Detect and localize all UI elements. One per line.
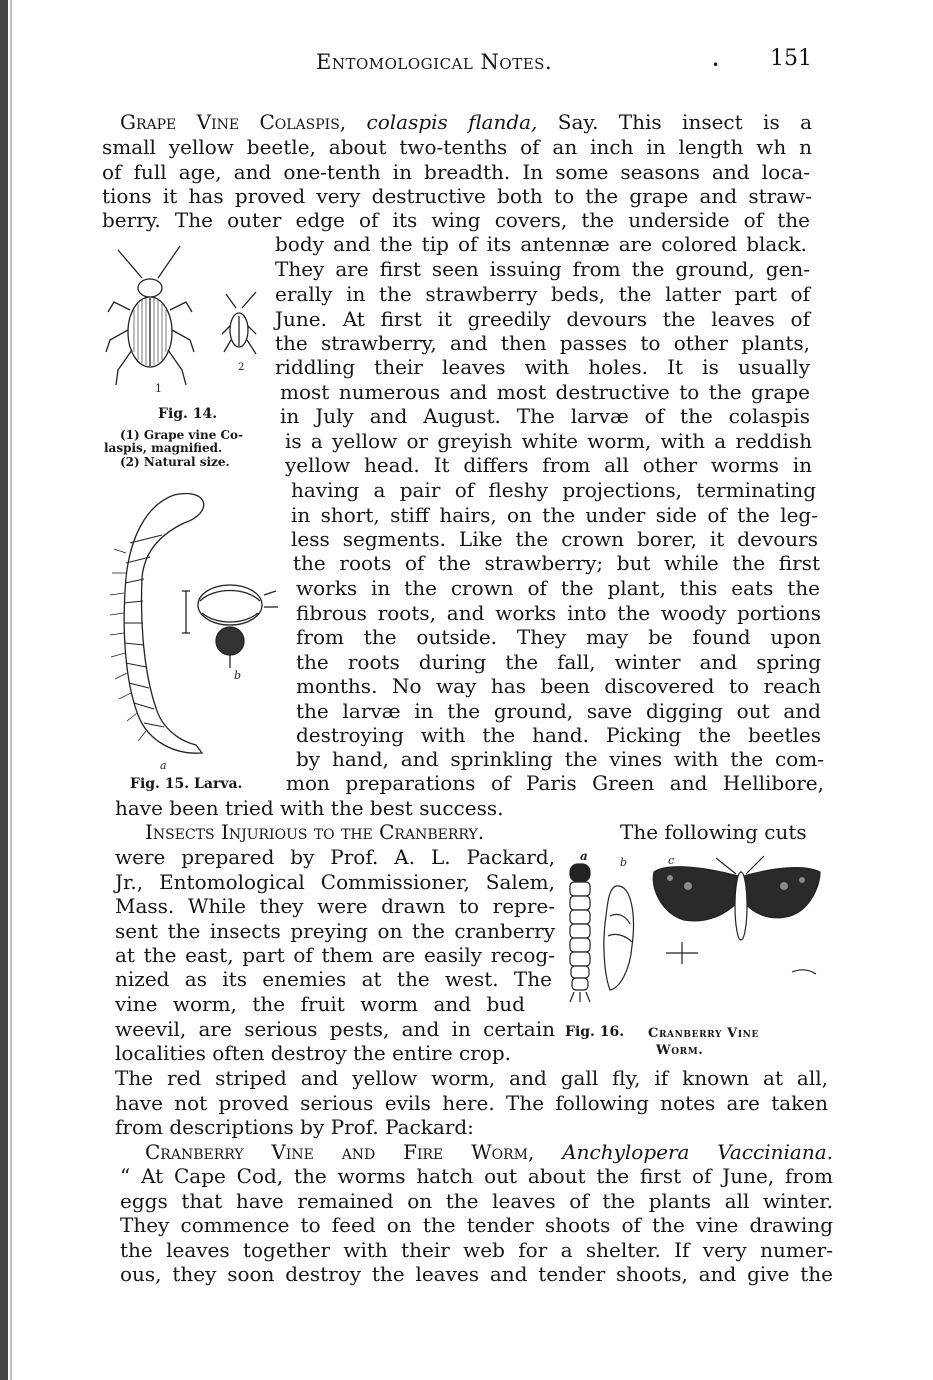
- text-line: of full age, and one-tenth in breadth. In some seasons and loca-: [102, 160, 810, 184]
- text-line: Grape Vine Colaspis, colaspis flanda, Say. This insect is a: [120, 110, 813, 134]
- section-heading: Insects Injurious to the Cranberry.: [145, 820, 485, 844]
- text-line: body and the tip of its antennæ are colored black.: [275, 232, 807, 256]
- text-line: mon preparations of Paris Green and Hellibore,: [286, 771, 824, 795]
- figure-caption: Cranberry Vine: [648, 1026, 759, 1041]
- page-number: 151: [770, 46, 812, 71]
- text-line: destroying with the hand. Picking the beetles: [296, 723, 821, 747]
- text-line: the larvæ in the ground, save digging out and: [296, 699, 821, 723]
- text-line: Jr., Entomological Commissioner, Salem,: [115, 870, 555, 894]
- text-line: ous, they soon destroy the leaves and tender shoots, and give the: [120, 1262, 833, 1286]
- text-line: works in the crown of the plant, this eats the: [296, 576, 820, 600]
- text-line: vine worm, the fruit worm and bud: [115, 992, 525, 1016]
- text-line: were prepared by Prof. A. L. Packard,: [115, 845, 555, 869]
- text-line: from the outside. They may be found upon: [296, 625, 821, 649]
- text-line: from descriptions by Prof. Packard:: [115, 1115, 474, 1139]
- text-line: less segments. Like the crown borer, it devours: [291, 527, 818, 551]
- text-line: [145, 1140, 833, 1164]
- figure-label: a: [580, 849, 588, 863]
- figure-label: 2: [238, 362, 245, 373]
- text-line: in July and August. The larvæ of the colaspis: [280, 404, 810, 428]
- text-line: having a pair of fleshy projections, terminating: [291, 478, 816, 502]
- text-line: Mass. While they were drawn to repre-: [115, 894, 555, 918]
- figure-label: b: [234, 669, 242, 682]
- figure-label: b: [620, 856, 628, 869]
- text-line: sent the insects preying on the cranberry: [115, 919, 555, 943]
- text-line: months. No way has been discovered to reach: [296, 674, 821, 698]
- text-line: June. At first it greedily devours the leaves of: [275, 307, 810, 331]
- text-line: in short, stiff hairs, on the under side of the leg-: [291, 503, 818, 527]
- text-line: the roots during the fall, winter and spring: [296, 650, 821, 674]
- figure-caption: Worm.: [656, 1043, 704, 1058]
- text-line: have not proved serious evils here. The following notes are taken: [115, 1091, 828, 1115]
- page-binding-edge: [0, 0, 8, 1380]
- text-line: They commence to feed on the tender shoots of the vine drawing: [120, 1213, 833, 1237]
- section-heading: Grape Vine Colaspis,: [120, 110, 347, 134]
- figure-label: c: [668, 854, 675, 867]
- text-line: weevil, are serious pests, and in certain: [115, 1017, 555, 1041]
- page-binding-shadow: [10, 0, 12, 1380]
- figure-14-beetle-illustration: [100, 240, 280, 400]
- text-line: the roots of the strawberry; but while the first: [293, 551, 820, 575]
- text-line: berry. The outer edge of its wing covers, the underside of the: [102, 208, 810, 232]
- figure-label: 1: [155, 382, 162, 395]
- figure-16-cranberry-vine-worm-illustration: [558, 846, 828, 1016]
- text-line: the leaves together with their web for a shelter. If very numer-: [120, 1238, 833, 1262]
- text-line: have been tried with the best success.: [115, 796, 504, 820]
- figure-caption: (2) Natural size.: [120, 455, 230, 469]
- text-line: The red striped and yellow worm, and gall fly, if known at all,: [115, 1066, 828, 1090]
- species-name: colaspis flanda,: [366, 110, 538, 134]
- text-line: is a yellow or greyish white worm, with a reddish: [285, 429, 812, 453]
- text-line: yellow head. It differs from all other worms in: [285, 453, 812, 477]
- text-line: erally in the strawberry beds, the latter part of: [275, 282, 810, 306]
- text-line: “ At Cape Cod, the worms hatch out about the first of June, from: [120, 1164, 833, 1188]
- text-line: eggs that have remained on the leaves of the plants all winter.: [120, 1189, 833, 1213]
- figure-caption: laspis, magnified.: [104, 441, 223, 455]
- text-line: The following cuts: [620, 820, 807, 844]
- figure-caption-title: Fig. 14.: [158, 406, 218, 422]
- text-line: riddling their leaves with holes. It is usually: [275, 355, 810, 379]
- section-heading: Cranberry Vine and Fire Worm,: [145, 1140, 535, 1164]
- figure-caption: Fig. 15. Larva.: [130, 776, 243, 792]
- text-line: by hand, and sprinkling the vines with the com-: [296, 747, 824, 771]
- text-line: small yellow beetle, about two-tenths of an inch in length wh n: [102, 135, 812, 159]
- text-line: They are first seen issuing from the ground, gen-: [275, 257, 810, 281]
- figure-label: a: [160, 759, 167, 772]
- text-line: fibrous roots, and works into the woody portions: [296, 601, 821, 625]
- figure-15-larva-illustration: [104, 483, 294, 773]
- text-line: most numerous and most destructive to the grape: [280, 380, 810, 404]
- figure-caption-title: Fig. 16.: [565, 1024, 625, 1040]
- text-line: tions it has proved very destructive both to the grape and straw-: [102, 184, 812, 208]
- text-line: nized as its enemies at the west. The: [115, 967, 552, 991]
- figure-caption: (1) Grape vine Co-: [120, 428, 244, 442]
- text-line: at the east, part of them are easily recog-: [115, 943, 555, 967]
- species-name: Anchylopera Vacciniana.: [562, 1140, 833, 1164]
- running-header: Entomological Notes.: [316, 50, 553, 74]
- text-line: the strawberry, and then passes to other plants,: [275, 331, 810, 355]
- text-line: localities often destroy the entire crop.: [115, 1041, 511, 1065]
- print-mark: •: [712, 58, 720, 72]
